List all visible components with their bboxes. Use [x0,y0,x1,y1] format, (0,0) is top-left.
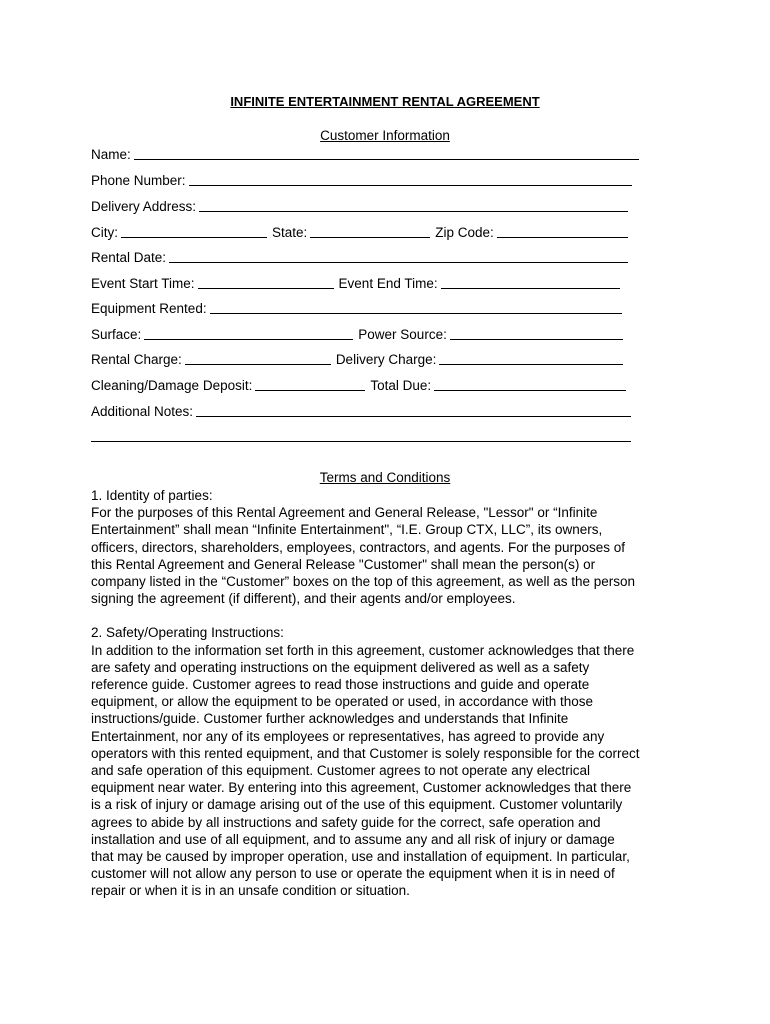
section-1-line: company listed in the “Customer” boxes on the top of this agreement, as well as the person [91,574,636,590]
deposit-total-row [91,374,626,394]
deposit-field[interactable] [255,375,365,391]
city-label: City: [91,225,118,240]
section-1-line: this Rental Agreement and General Release "Customer" shall mean the person(s) or [91,556,596,572]
paragraph-spacer [91,607,691,624]
section-2-line: customer will not allow any person to use or operate the equipment when it is in need of [91,866,615,882]
notes-row [91,400,631,420]
phone-label: Phone Number: [91,173,186,188]
section-1-line: For the purposes of this Rental Agreement and General Release, "Lessor" or “Infinite [91,505,598,521]
rental-date-label: Rental Date: [91,250,167,265]
delivery-charge-field[interactable] [439,349,623,365]
deposit-label: Cleaning/Damage Deposit: [91,378,253,393]
phone-row [91,169,632,189]
city-state-zip-row [91,221,628,241]
section-2-line: and safe operation of this equipment. Customer agrees to not operate any electrical [91,763,591,779]
section-2-title: 2. Safety/Operating Instructions: [91,625,284,641]
delivery-charge-label: Delivery Charge: [335,352,437,367]
surface-field[interactable] [144,324,353,340]
total-field[interactable] [434,375,626,391]
terms-heading: Terms and Conditions [319,470,451,485]
rental-charge-field[interactable] [185,349,331,365]
event-time-row [91,272,620,292]
equipment-label: Equipment Rented: [91,301,207,316]
surface-label: Surface: [91,327,142,342]
zip-label: Zip Code: [435,225,494,240]
section-2-line: repair or when it is in an unsafe condition or situation. [91,883,410,899]
section-2-line: equipment near water. By entering into this agreement, Customer acknowledges that there [91,780,632,796]
section-1-line: Entertainment” shall mean “Infinite Entertainment", “I.E. Group CTX, LLC”, its owners, [91,522,603,538]
document-title: INFINITE ENTERTAINMENT RENTAL AGREEMENT [230,94,540,109]
notes-field-line-2[interactable] [91,441,631,442]
state-field[interactable] [310,222,430,238]
name-label: Name: [91,147,131,162]
section-2-line: In addition to the information set forth in this agreement, customer acknowledges that there [91,642,635,658]
section-2-line: are safety and operating instructions on the equipment delivered as well as a safety [91,659,590,675]
section-2-line: equipment, or allow the equipment to be operated or used, in accordance with those [91,694,594,710]
section-1-line: signing the agreement (if different), and their agents and/or employees. [91,591,516,607]
event-start-label: Event Start Time: [91,276,195,291]
power-field[interactable] [450,324,623,340]
rental-date-row [91,246,628,266]
section-1-title: 1. Identity of parties: [91,488,213,503]
section-2-line: instructions/guide. Customer further acknowledges and understands that Infinite [91,711,569,727]
event-end-label: Event End Time: [338,276,438,291]
section-2-line: agrees to abide by all instructions and safety guide for the correct, safe operation and [91,814,601,830]
customer-info-heading: Customer Information [320,128,450,143]
notes-field[interactable] [196,401,631,417]
address-row [91,195,628,215]
surface-power-row [91,323,623,343]
state-label: State: [272,225,308,240]
event-start-field[interactable] [198,273,334,289]
terms-body [91,487,691,900]
equipment-field[interactable] [210,298,622,314]
section-2-line: Entertainment, nor any of its employees or representatives, has agreed to provide any [91,728,605,744]
total-label: Total Due: [370,378,432,393]
section-2-line: operators with this rented equipment, and that Customer is solely responsible for the correct [91,745,640,761]
phone-field[interactable] [189,170,632,186]
power-label: Power Source: [358,327,447,342]
name-row [91,143,639,163]
charges-row [91,348,623,368]
name-field[interactable] [134,144,639,160]
address-label: Delivery Address: [91,199,197,214]
rental-date-field[interactable] [169,247,628,263]
section-2-line: reference guide. Customer agrees to read those instructions and guide and operate [91,677,590,693]
equipment-row [91,297,622,317]
section-2-line: that may be caused by improper operation, use and installation of equipment. In particular, [91,849,630,865]
address-field[interactable] [199,196,628,212]
notes-label: Additional Notes: [91,404,194,419]
city-field[interactable] [121,222,267,238]
rental-charge-label: Rental Charge: [91,352,182,367]
section-1-line: officers, directors, shareholders, employees, contractors, and agents. For the purposes of [91,539,626,555]
section-2-line: is a risk of injury or damage arising out of the use of this equipment. Customer voluntarily [91,797,623,813]
zip-field[interactable] [497,222,628,238]
event-end-field[interactable] [441,273,620,289]
section-2-line: installation and use of all equipment, and to assume any and all risk of injury or damage [91,831,615,847]
